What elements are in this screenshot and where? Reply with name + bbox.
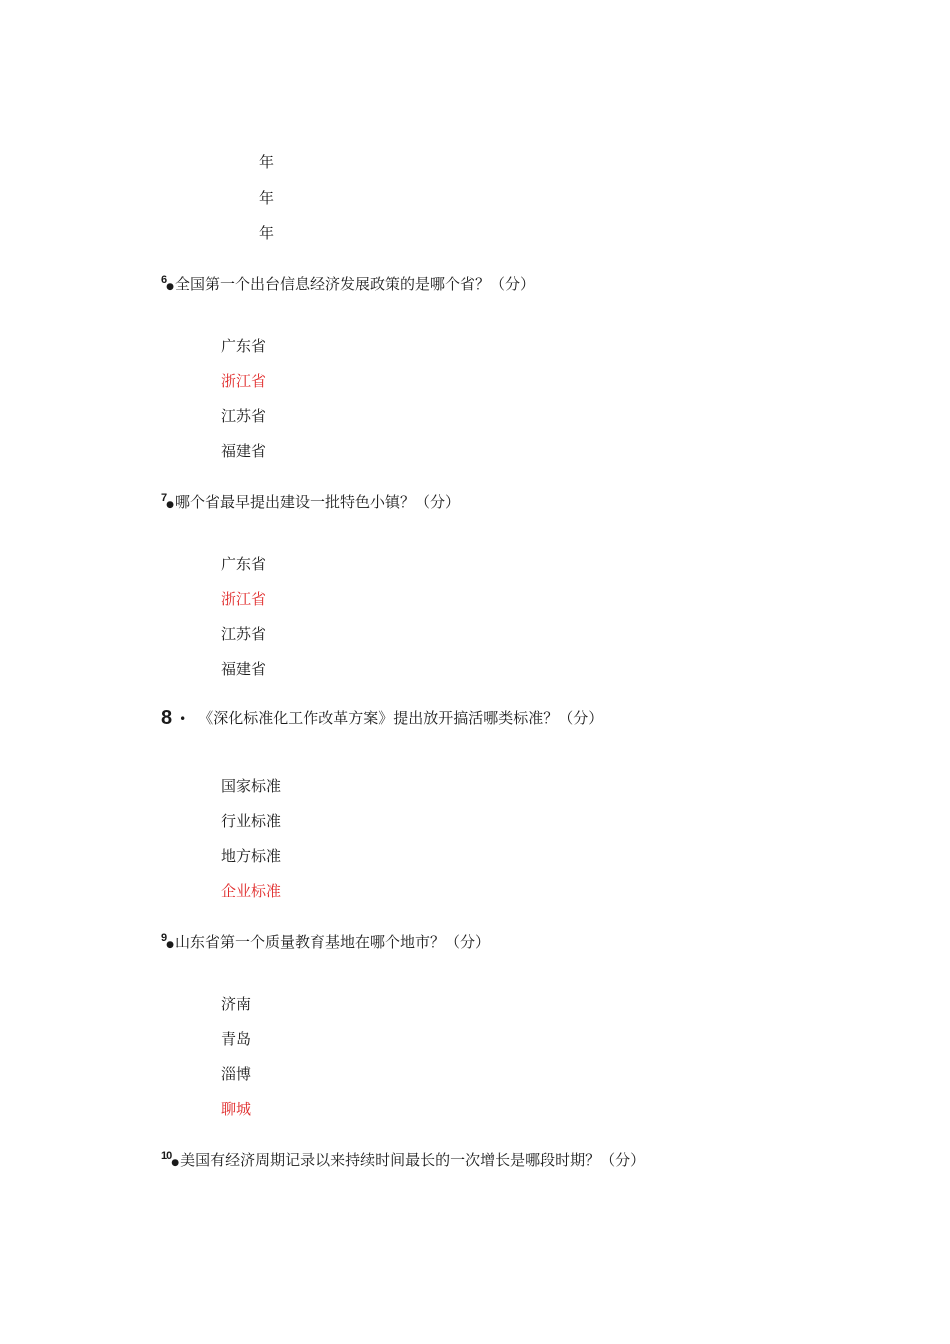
question-9: [161, 927, 490, 956]
bullet-icon: ●: [166, 500, 174, 510]
option-q9-d-correct[interactable]: 聊城: [221, 1100, 252, 1118]
bullet-icon: ●: [166, 282, 174, 292]
option-q8-c[interactable]: 地方标准: [221, 847, 282, 865]
question-number: 10: [161, 1150, 172, 1162]
prev-option-1: 年: [259, 153, 275, 171]
bullet-icon: ●: [166, 940, 174, 950]
option-q7-b-correct[interactable]: 浙江省: [221, 590, 267, 608]
bullet-icon: •: [179, 712, 187, 726]
option-q7-d[interactable]: 福建省: [221, 660, 267, 678]
option-q8-b[interactable]: 行业标准: [221, 812, 282, 830]
option-q8-a[interactable]: 国家标准: [221, 777, 282, 795]
option-q6-b-correct[interactable]: 浙江省: [221, 372, 267, 390]
prev-option-2: 年: [259, 189, 275, 207]
question-text: 全国第一个出台信息经济发展政策的是哪个省？（分）: [174, 275, 535, 293]
question-7: [161, 487, 460, 516]
option-q7-c[interactable]: 江苏省: [221, 625, 267, 643]
question-number: 7: [161, 492, 167, 504]
question-number: 9: [161, 932, 167, 944]
question-6: [161, 269, 535, 298]
option-q7-a[interactable]: 广东省: [221, 555, 267, 573]
option-q9-b[interactable]: 青岛: [221, 1030, 252, 1048]
question-text: 山东省第一个质量教育基地在哪个地市？（分）: [174, 933, 490, 951]
question-text: 《深化标准化工作改革方案》提出放开搞活哪类标准？（分）: [198, 709, 604, 727]
question-number: 8: [161, 707, 172, 729]
option-q9-c[interactable]: 淄博: [221, 1065, 252, 1083]
question-number: 6: [161, 274, 167, 286]
bullet-icon: ●: [171, 1158, 180, 1168]
option-q8-d-correct[interactable]: 企业标准: [221, 882, 282, 900]
question-text: 哪个省最早提出建设一批特色小镇？（分）: [174, 493, 460, 511]
question-10: [161, 1145, 645, 1174]
prev-option-3: 年: [259, 224, 275, 242]
option-q6-a[interactable]: 广东省: [221, 337, 267, 355]
question-8: [161, 707, 603, 730]
option-q9-a[interactable]: 济南: [221, 995, 252, 1013]
option-q6-c[interactable]: 江苏省: [221, 407, 267, 425]
option-q6-d[interactable]: 福建省: [221, 442, 267, 460]
question-text: 美国有经济周期记录以来持续时间最长的一次增长是哪段时期？（分）: [180, 1151, 646, 1169]
